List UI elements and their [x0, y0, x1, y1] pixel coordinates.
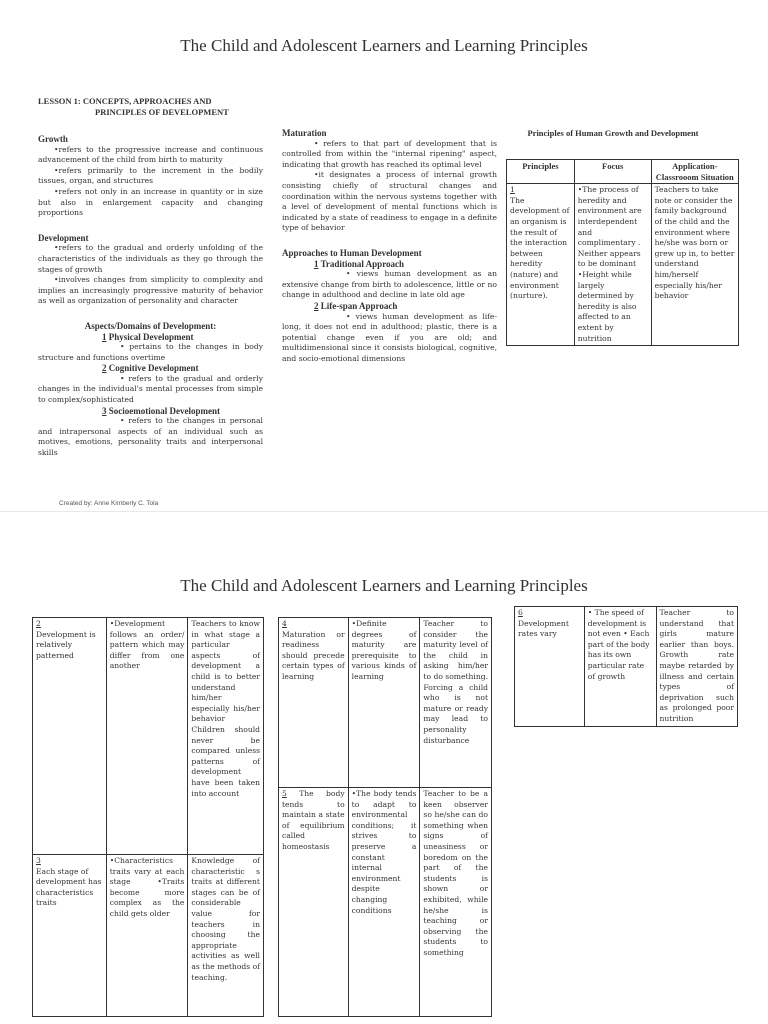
growth-heading: Growth — [38, 134, 68, 144]
cognitive-development-text: • refers to the gradual and orderly changes in the individual's mental processes from simple to complex/sophisticated — [38, 373, 263, 405]
document-page-2 — [0, 512, 768, 1024]
cognitive-development-heading: 2 Cognitive Development — [102, 363, 199, 374]
left-column — [38, 96, 263, 459]
lifespan-approach-text: • views human development as life-long, it does not end in adulthood; plastic, there is a potential change even if you are old; and multidimensional since it consists biological, cognitive, and socio-emotional dimensions — [282, 311, 497, 363]
principle-cell: 2 Development is relatively patterned — [33, 618, 107, 855]
column-header-focus: Focus — [574, 160, 651, 184]
column-header-application: Application-Classrooom Situation — [651, 160, 738, 184]
table-row — [279, 788, 492, 1017]
table-row — [515, 607, 738, 727]
focus-cell: •Characteristics traits vary at each stage •Traits become more complex as the child gets older — [106, 855, 188, 1017]
application-cell: Teacher to understand that girls mature earlier than boys. Growth rate maybe retarded by illness and certain types of deprivation such as prolonged poor nutrition — [656, 607, 737, 727]
application-cell: Knowledge of characteristic s traits at different stages can be of considerable value for teachers in choosing the appropriate activities as well as the methods of teaching. — [188, 855, 264, 1017]
principles-table-header-row — [507, 160, 739, 184]
lifespan-approach-heading: 2 Life-span Approach — [314, 300, 398, 311]
principles-table-b — [278, 617, 492, 1017]
principles-table-a — [32, 617, 264, 1017]
principles-heading: Principles of Human Growth and Development — [527, 128, 699, 138]
middle-column — [282, 128, 497, 364]
principle-cell: 3 Each stage of development has characteristics traits — [33, 855, 107, 1017]
maturation-point-2: •it designates a process of internal growth consisting chiefly of structural changes and coordination within the nervous systems together with a level of development of mental functions which is indicated by a state of readiness to engage in a definite type of behavior — [282, 170, 497, 233]
table-row — [33, 855, 264, 1017]
growth-point-3: •refers not only in an increase in quantity or in size but also in enlargement capacity and changing proportions — [38, 186, 263, 218]
aspects-heading: Aspects/Domains of Development: — [84, 320, 217, 331]
maturation-point-1: • refers to that part of development that is controlled from within the "internal ripening" aspect, indicating that growth has reached its optimal level — [282, 138, 497, 169]
table-row — [279, 618, 492, 788]
credit-line: Created by: Anne Kimberly C. Tola — [59, 500, 159, 507]
growth-point-1: •refers to the progressive increase and continuous advancement of the child from birth to maturity — [38, 144, 263, 165]
application-cell: Teachers to know in what stage a particular aspects of development a child is to better understand him/her especially his/her behavior Children should never be compared unless patterns of development have been taken into account — [188, 618, 264, 855]
focus-cell: • The speed of development is not even • Each part of the body has its own particular rate of growth — [584, 607, 656, 727]
page-title: The Child and Adolescent Learners and Learning Principles — [180, 36, 588, 55]
lesson-heading: LESSON 1: CONCEPTS, APPROACHES AND PRINCIPLES OF DEVELOPMENT — [38, 96, 229, 117]
principles-table-c — [514, 606, 738, 727]
development-point-2: •involves changes from simplicity to complexity and implies an increasingly progressive maturity of behavior as well as organization of personality and character — [38, 275, 263, 306]
application-cell: Teacher to be a keen observer so he/she can do something when signs of uneasiness or boredom on the part of the students is shown or exhibited, while he/she is teaching or observing the students to something — [420, 788, 492, 1017]
table-row — [507, 184, 739, 346]
development-point-1: •refers to the gradual and orderly unfolding of the characteristics of the individuals as they go through the stages of growth — [38, 243, 263, 274]
table-row — [33, 618, 264, 855]
page-title-2: The Child and Adolescent Learners and Learning Principles — [180, 576, 588, 595]
traditional-approach-text: • views human development as an extensive change from birth to adolescence, little or no change in adulthood and decline in late old age — [282, 269, 497, 300]
socioemotional-development-heading: 3 Socioemotional Development — [102, 405, 220, 416]
column-header-principles: Principles — [507, 160, 575, 184]
physical-development-text: • pertains to the changes in body structure and functions overtime — [38, 342, 263, 362]
principle-cell: 4 Maturation or readiness should precede certain types of learning — [279, 618, 349, 788]
focus-cell: •Development follows an order/ pattern which may differ from one another — [106, 618, 188, 855]
application-cell: Teachers to take note or consider the family background of the child and the environment where he/she was born or grew up in, to better understand him/herself especially his/her behavior — [651, 184, 738, 346]
physical-development-heading: 1 Physical Development — [102, 331, 194, 342]
growth-point-2: •refers primarily to the increment in the bodily tissues, organ, and structures — [38, 165, 263, 186]
principles-table — [506, 159, 739, 346]
principle-cell: 6 Development rates vary — [515, 607, 585, 727]
principle-cell: 5 The body tends to maintain a state of equilibrium called homeostasis — [279, 788, 349, 1017]
focus-cell: •The body tends to adapt to environmental conditions; it strives to preserve a constant internal environment despite changing conditions — [348, 788, 420, 1017]
development-heading: Development — [38, 232, 89, 243]
maturation-heading: Maturation — [282, 128, 327, 138]
traditional-approach-heading: 1 Traditional Approach — [314, 258, 405, 269]
application-cell: Teacher to consider the maturity level of the child in asking him/her to do something. Forcing a child who is not mature or ready may lead to personality disturbance — [420, 618, 492, 788]
focus-cell: •The process of heredity and environment are interdependent and complimentary . Neither appears to be dominant •Height while largely determined by heredity is also affected to an extent by nutrition — [574, 184, 651, 346]
socioemotional-development-text: • refers to the changes in personal and intrapersonal aspects of an individual such as motives, emotions, personality traits and interpersonal skills — [38, 416, 263, 458]
principle-cell: 1 The development of an organism is the result of the interaction between heredity (nature) and environment (nurture). — [507, 184, 575, 346]
focus-cell: •Definite degrees of maturity are prerequisite to various kinds of learning — [348, 618, 420, 788]
approaches-heading: Approaches to Human Development — [282, 247, 422, 258]
